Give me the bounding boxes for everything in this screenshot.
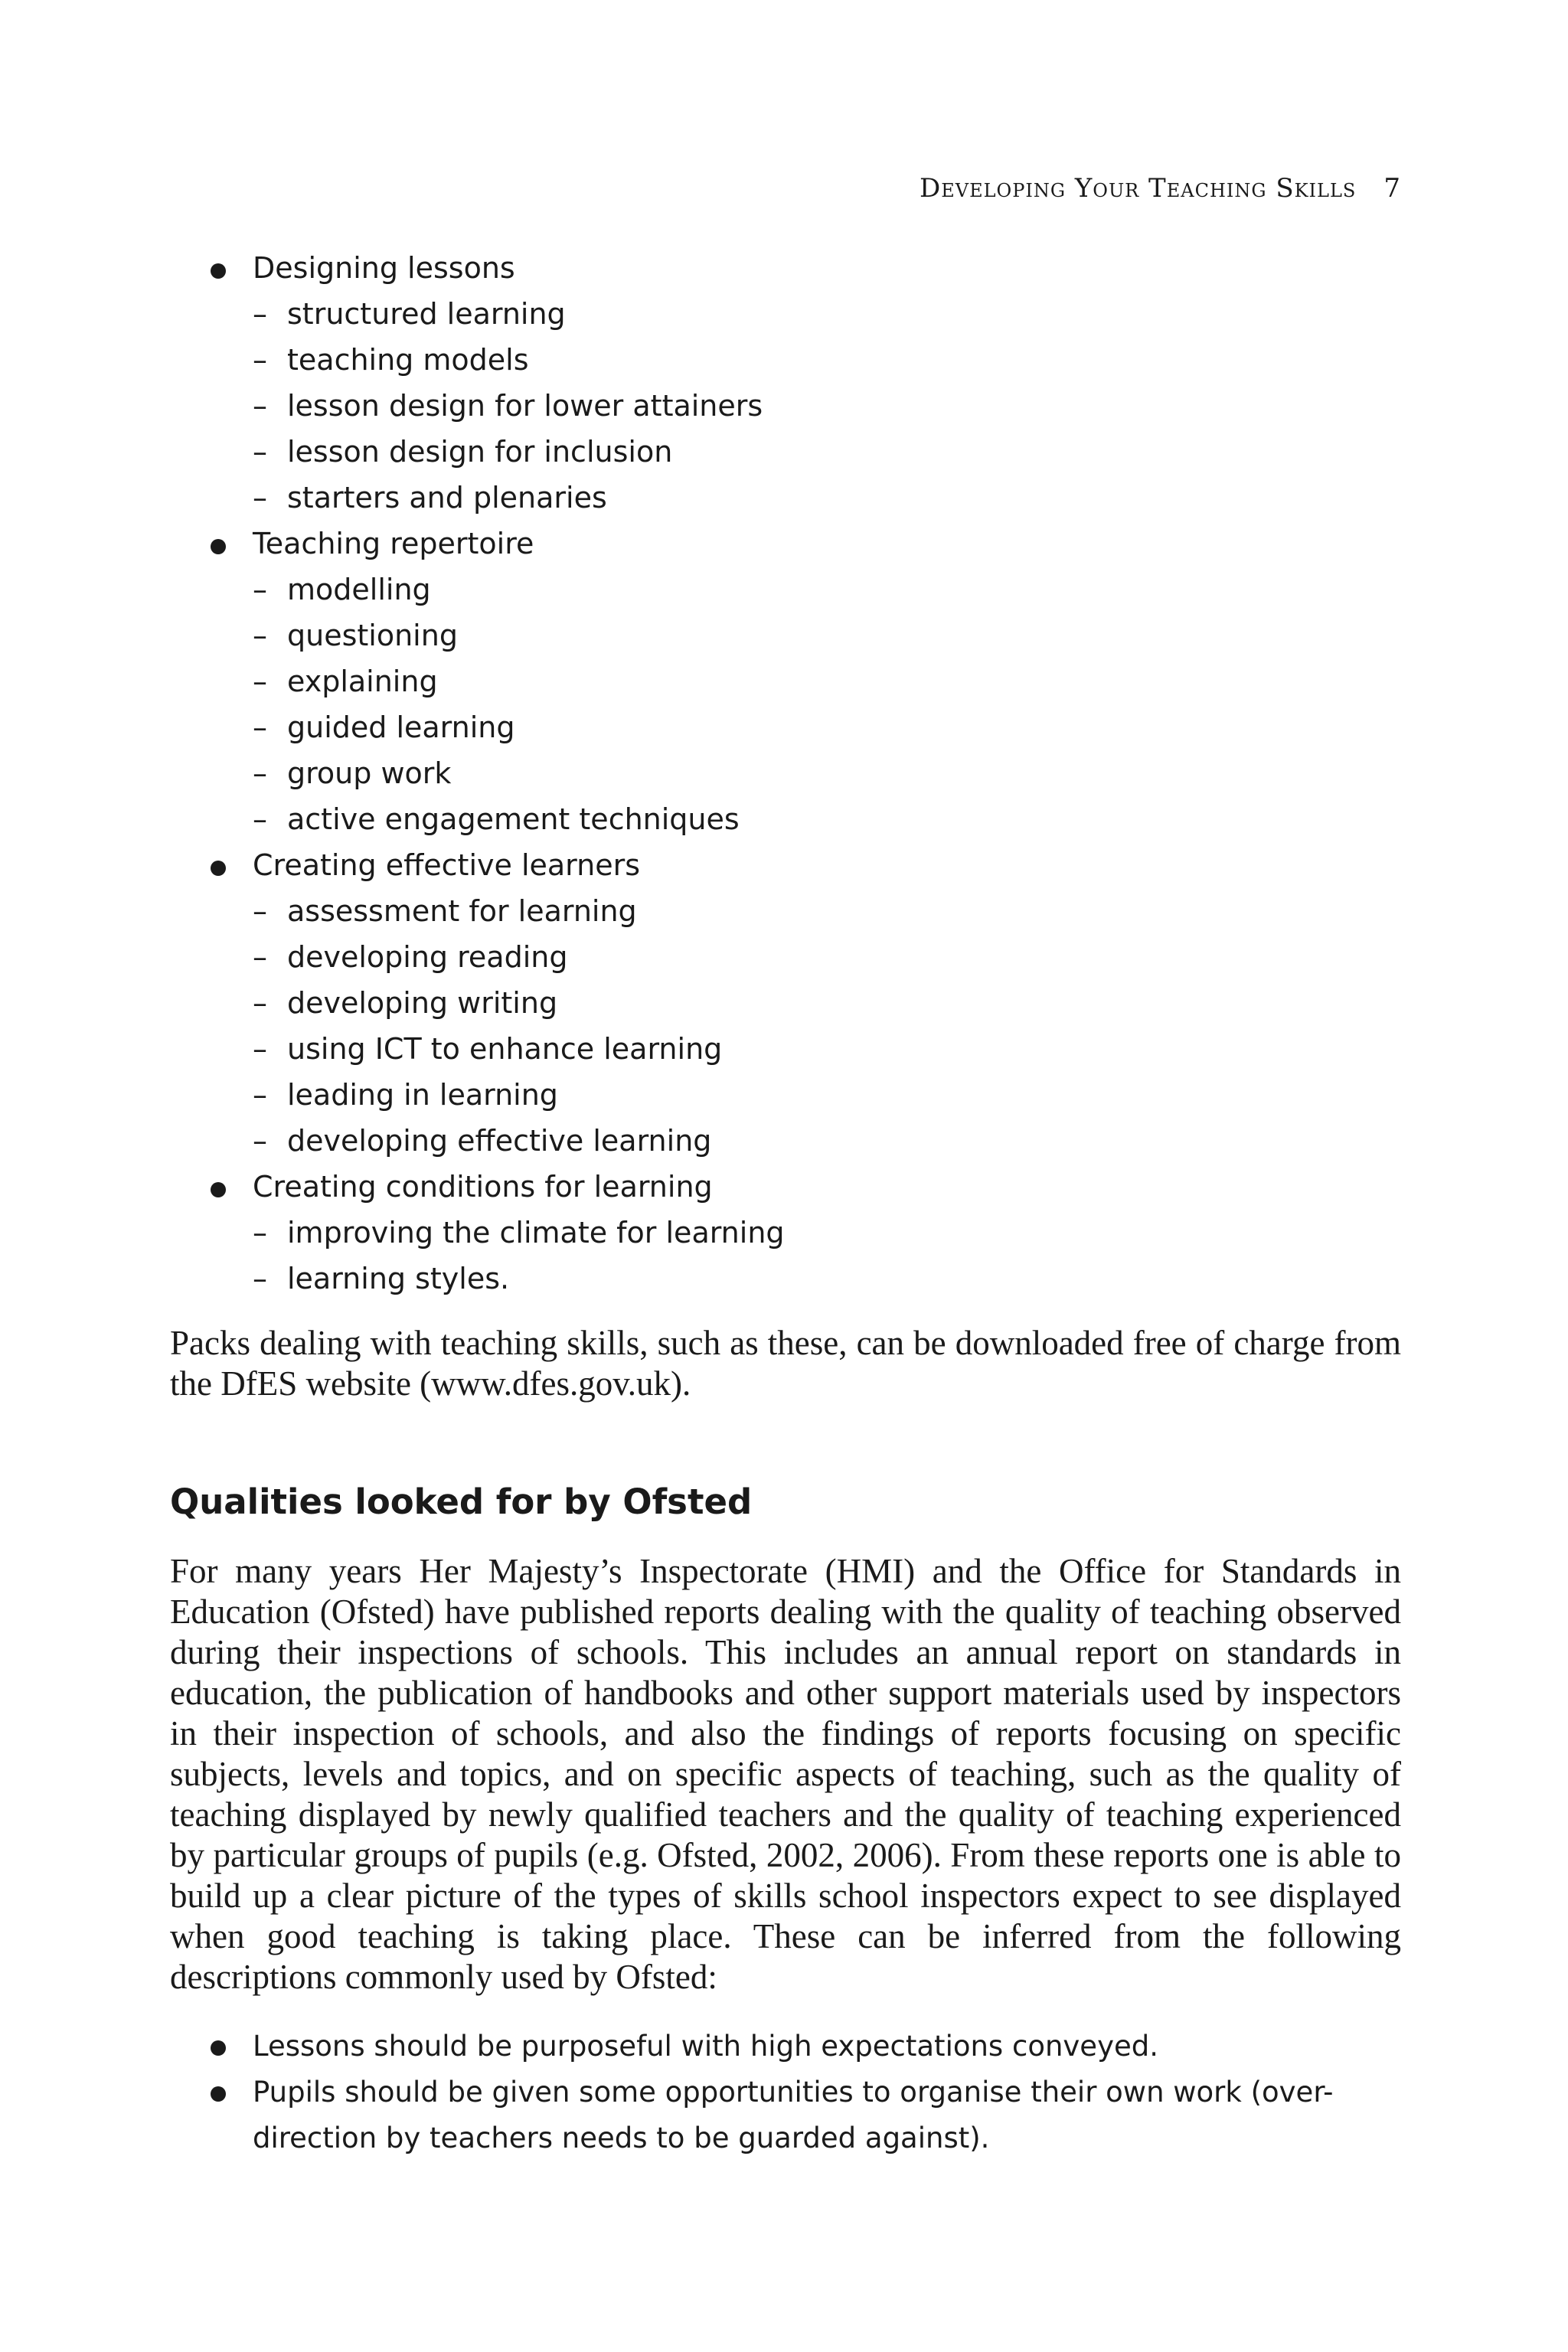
topic-label: Creating conditions for learning [253,1170,713,1204]
ofsted-paragraph: For many years Her Majesty’s Inspectorate (HMI) and the Office for Standards in Education (Ofsted) have published reports dealing with the quality of teaching observed during their inspections of schools. This includes an annual report on standards in education, the publication of handbooks and other support materials used by inspectors in their inspection of schools, and also the findings of reports focusing on specific subjects, levels and topics, and on specific aspects of teaching, such as the quality of teaching displayed by newly qualified teachers and the quality of teaching experienced by particular groups of pupils (e.g. Ofsted, 2002, 2006). From these reports one is able to build up a clear picture of the types of skills school inspectors expect to see displayed when good teaching is taking place. These can be inferred from the following descriptions commonly used by Ofsted: [170,1552,1401,1996]
dash-icon: – [253,619,267,652]
subtopic-item [0,750,1568,796]
subtopic-label: assessment for learning [287,894,637,928]
subtopic-item [0,383,1568,429]
subtopic-label: using ICT to enhance learning [287,1032,723,1066]
topic-item [0,521,1568,567]
subtopic-label: structured learning [287,297,566,331]
subtopic-item [0,1256,1568,1302]
subtopic-label: group work [287,756,452,790]
page-number: 7 [1383,173,1401,204]
topic-label: Designing lessons [253,251,515,285]
bullet-icon [211,263,226,279]
subtopic-label: leading in learning [287,1078,558,1112]
quality-text: Lessons should be purposeful with high expectations conveyed. [253,2030,1158,2063]
bullet-icon [211,2086,226,2102]
dash-icon: – [253,481,267,514]
subtopic-item [0,1210,1568,1256]
dash-icon: – [253,802,267,836]
subtopic-label: modelling [287,573,431,606]
section-heading: Qualities looked for by Ofsted [170,1481,753,1522]
subtopic-label: teaching models [287,343,529,377]
dash-icon: – [253,1262,267,1295]
ofsted-qualities-list [0,2024,1568,2161]
packs-paragraph: Packs dealing with teaching skills, such as these, can be downloaded free of charge from the DfES website (www.dfes.gov.uk). [170,1324,1401,1403]
subtopic-label: lesson design for inclusion [287,435,673,469]
subtopic-item [0,796,1568,842]
subtopic-label: developing writing [287,986,558,1020]
bullet-icon [211,539,226,554]
bullet-icon [211,861,226,876]
quality-text: Pupils should be given some opportunities to organise their own work (over-direction by teachers needs to be guarded against). [253,2076,1334,2154]
subtopic-label: improving the climate for learning [287,1216,785,1250]
dash-icon: – [253,710,267,744]
bullet-icon [211,2040,226,2056]
subtopic-item [0,1026,1568,1072]
running-head-title: Developing Your Teaching Skills [919,173,1357,204]
subtopic-label: active engagement techniques [287,802,740,836]
dash-icon: – [253,894,267,928]
bullet-icon [211,1182,226,1197]
teaching-skills-topic-list [0,245,1568,1302]
subtopic-label: developing effective learning [287,1124,712,1158]
subtopic-label: explaining [287,665,438,698]
running-head [920,173,1401,204]
dash-icon: – [253,756,267,790]
topic-item [0,1164,1568,1210]
subtopic-item [0,934,1568,980]
subtopic-label: questioning [287,619,458,652]
subtopic-item [0,888,1568,934]
quality-item [0,2024,1401,2069]
subtopic-item [0,291,1568,337]
subtopic-label: learning styles. [287,1262,510,1295]
dash-icon: – [253,1216,267,1250]
subtopic-item [0,612,1568,658]
dash-icon: – [253,573,267,606]
subtopic-label: developing reading [287,940,568,974]
topic-label: Teaching repertoire [253,527,534,560]
dash-icon: – [253,1078,267,1112]
subtopic-item [0,980,1568,1026]
subtopic-label: guided learning [287,710,515,744]
dash-icon: – [253,940,267,974]
subtopic-label: starters and plenaries [287,481,607,514]
quality-item [0,2069,1401,2161]
subtopic-item [0,337,1568,383]
subtopic-item [0,1072,1568,1118]
dash-icon: – [253,297,267,331]
subtopic-label: lesson design for lower attainers [287,389,763,423]
topic-item [0,245,1568,291]
subtopic-item [0,658,1568,704]
dash-icon: – [253,435,267,469]
subtopic-item [0,567,1568,612]
subtopic-item [0,704,1568,750]
dash-icon: – [253,1124,267,1158]
topic-item [0,842,1568,888]
subtopic-item [0,475,1568,521]
subtopic-item [0,1118,1568,1164]
dash-icon: – [253,1032,267,1066]
dash-icon: – [253,343,267,377]
topic-label: Creating effective learners [253,848,641,882]
dash-icon: – [253,665,267,698]
dash-icon: – [253,986,267,1020]
subtopic-item [0,429,1568,475]
dash-icon: – [253,389,267,423]
